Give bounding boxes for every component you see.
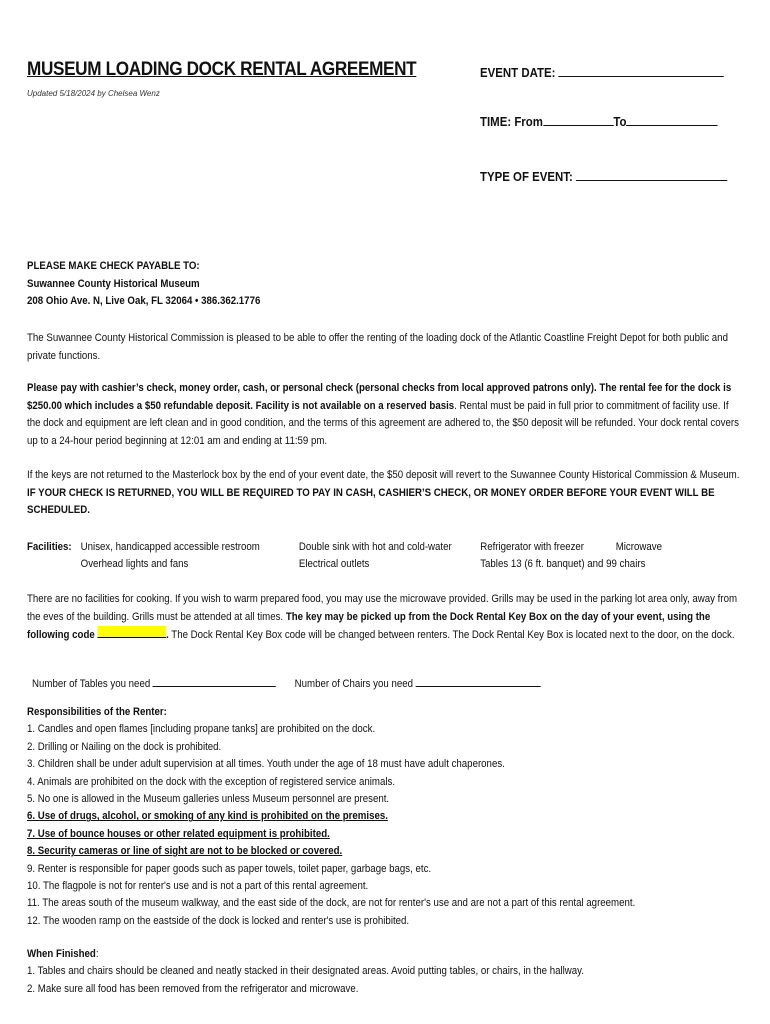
- event-date-label: EVENT DATE:: [480, 65, 556, 80]
- keys-bold-text: IF YOUR CHECK IS RETURNED, YOU WILL BE REQUIRED TO PAY IN CASH, CASHIER’S CHECK, OR MONEY ORDER BEFORE YOUR EVENT WILL BE SCHEDULED.: [27, 486, 715, 516]
- type-of-event-label: TYPE OF EVENT:: [480, 169, 573, 184]
- finished-section: [27, 946, 766, 998]
- facilities-label: Facilities:: [27, 541, 72, 553]
- time-from-line[interactable]: [543, 113, 613, 126]
- type-of-event-line[interactable]: [576, 168, 727, 181]
- responsibilities-heading: Responsibilities of the Renter:: [27, 706, 167, 718]
- chairs-needed-field[interactable]: [416, 676, 541, 687]
- cooking-paragraph: [27, 591, 740, 645]
- key-pickup-period: .: [166, 629, 169, 641]
- tables-needed-label: Number of Tables you need: [32, 678, 151, 690]
- keys-text: If the keys are not returned to the Masterlock box by the end of your event date, the $50 deposit will revert to the Suwannee County Historical Commission & Museum.: [27, 469, 740, 481]
- responsibilities-section: [27, 704, 766, 930]
- payable-block: [27, 258, 731, 311]
- payment-paragraph: [27, 380, 740, 450]
- facility-sink: Double sink with hot and cold-water: [298, 541, 452, 553]
- event-date-line[interactable]: [559, 64, 724, 77]
- facility-outlets: Electrical outlets: [298, 558, 370, 570]
- facility-lights: Overhead lights and fans: [80, 558, 189, 570]
- time-field[interactable]: [480, 113, 718, 129]
- finished-heading: When Finished: [27, 948, 96, 960]
- tables-needed-field[interactable]: [153, 676, 276, 687]
- key-code-field[interactable]: [97, 626, 166, 638]
- list-item: 8. Security cameras or line of sight are not to be blocked or covered.: [27, 845, 343, 858]
- list-item: 4. Animals are prohibited on the dock with the exception of registered service animals.: [27, 775, 396, 788]
- document-title: MUSEUM LOADING DOCK RENTAL AGREEMENT: [27, 58, 417, 80]
- responsibilities-list: [27, 721, 766, 930]
- list-item: 9. Renter is responsible for paper goods such as paper towels, toilet paper, garbage bags, etc.: [27, 862, 432, 875]
- list-item: 1. Tables and chairs should be cleaned and neatly stacked in their designated areas. Avoid putting tables, or chairs, in the hallway.: [27, 965, 584, 978]
- payment-text: . Rental must be paid in full prior to commitment of facility use. If the dock and equipment are left clean and in good condition, and the terms of this agreement are adhered to, the $50 deposit will be refunded. Your dock rental covers up to a 24-hour period beginning at 12:01 am and ending at 11:59 pm.: [27, 399, 739, 447]
- key-box-text: The Dock Rental Key Box code will be changed between renters. The Dock Rental Key Box is located next to the door, on the dock.: [168, 629, 735, 641]
- payable-heading: PLEASE MAKE CHECK PAYABLE TO:: [27, 260, 200, 272]
- list-item: 2. Drilling or Nailing on the dock is prohibited.: [27, 740, 222, 753]
- facility-refrigerator: Refrigerator with freezer: [480, 541, 585, 553]
- cooking-text: There are no facilities for cooking. If you wish to warm prepared food, you may use the microwave provided. Grills may be used in the parking lot area only, away from the eves of the building. Grills must be attended at all times.: [27, 593, 738, 623]
- list-item: 6. Use of drugs, alcohol, or smoking of any kind is prohibited on the premises.: [27, 810, 388, 823]
- time-from-label: TIME: From: [480, 114, 543, 129]
- list-item: 11. The areas south of the museum walkway, and the east side of the dock, are not for renter's use and are not a part of this rental agreement.: [27, 897, 636, 910]
- list-item: 2. Make sure all food has been removed from the refrigerator and microwave.: [27, 982, 359, 995]
- counts-row: [32, 676, 736, 690]
- time-to-line[interactable]: [626, 113, 718, 126]
- list-item: 10. The flagpole is not for renter's use and is not a part of this rental agreement.: [27, 880, 369, 893]
- list-item: 7. Use of bounce houses or other related equipment is prohibited.: [27, 827, 330, 840]
- intro-paragraph: The Suwannee County Historical Commission is pleased to be able to offer the renting of the loading dock of the Atlantic Coastline Freight Depot for both public and private functions.: [27, 332, 728, 362]
- payment-bold-text: Please pay with cashier’s check, money order, cash, or personal check (personal checks from local approved patrons only). The rental fee for the dock is $250.00 which includes a $50 refundable deposit. Facility is not available on a reserved basis: [27, 382, 732, 412]
- list-item: 5. No one is allowed in the Museum galleries unless Museum personnel are present.: [27, 793, 390, 806]
- payable-address: 208 Ohio Ave. N, Live Oak, FL 32064 • 386.362.1776: [27, 295, 261, 307]
- time-to-label: To: [613, 114, 627, 129]
- facility-microwave: Microwave: [615, 541, 662, 553]
- list-item: 1. Candles and open flames [including propane tanks] are prohibited on the dock.: [27, 723, 376, 736]
- chairs-needed-label: Number of Chairs you need: [294, 678, 414, 690]
- finished-list: [27, 963, 766, 998]
- finished-heading-row: [27, 946, 766, 963]
- keys-paragraph: [27, 467, 740, 520]
- payable-name: Suwannee County Historical Museum: [27, 277, 200, 290]
- list-item: 3. Children shall be under adult supervision at all times. Youth under the age of 18 must have adult chaperones.: [27, 758, 505, 771]
- updated-note: Updated 5/18/2024 by Chelsea Wenz: [27, 89, 160, 98]
- event-date-field[interactable]: [480, 64, 724, 80]
- facility-tables-chairs: Tables 13 (6 ft. banquet) and 99 chairs: [480, 558, 646, 570]
- facility-restroom: Unisex, handicapped accessible restroom: [80, 541, 260, 553]
- facilities-block: [27, 539, 740, 575]
- finished-colon: :: [95, 948, 99, 960]
- type-of-event-field[interactable]: [480, 168, 727, 184]
- key-pickup-text: The key may be picked up from the Dock Rental Key Box on the day of your event, using the following code: [27, 610, 711, 641]
- list-item: 12. The wooden ramp on the eastside of the dock is locked and renter's use is prohibited.: [27, 914, 410, 927]
